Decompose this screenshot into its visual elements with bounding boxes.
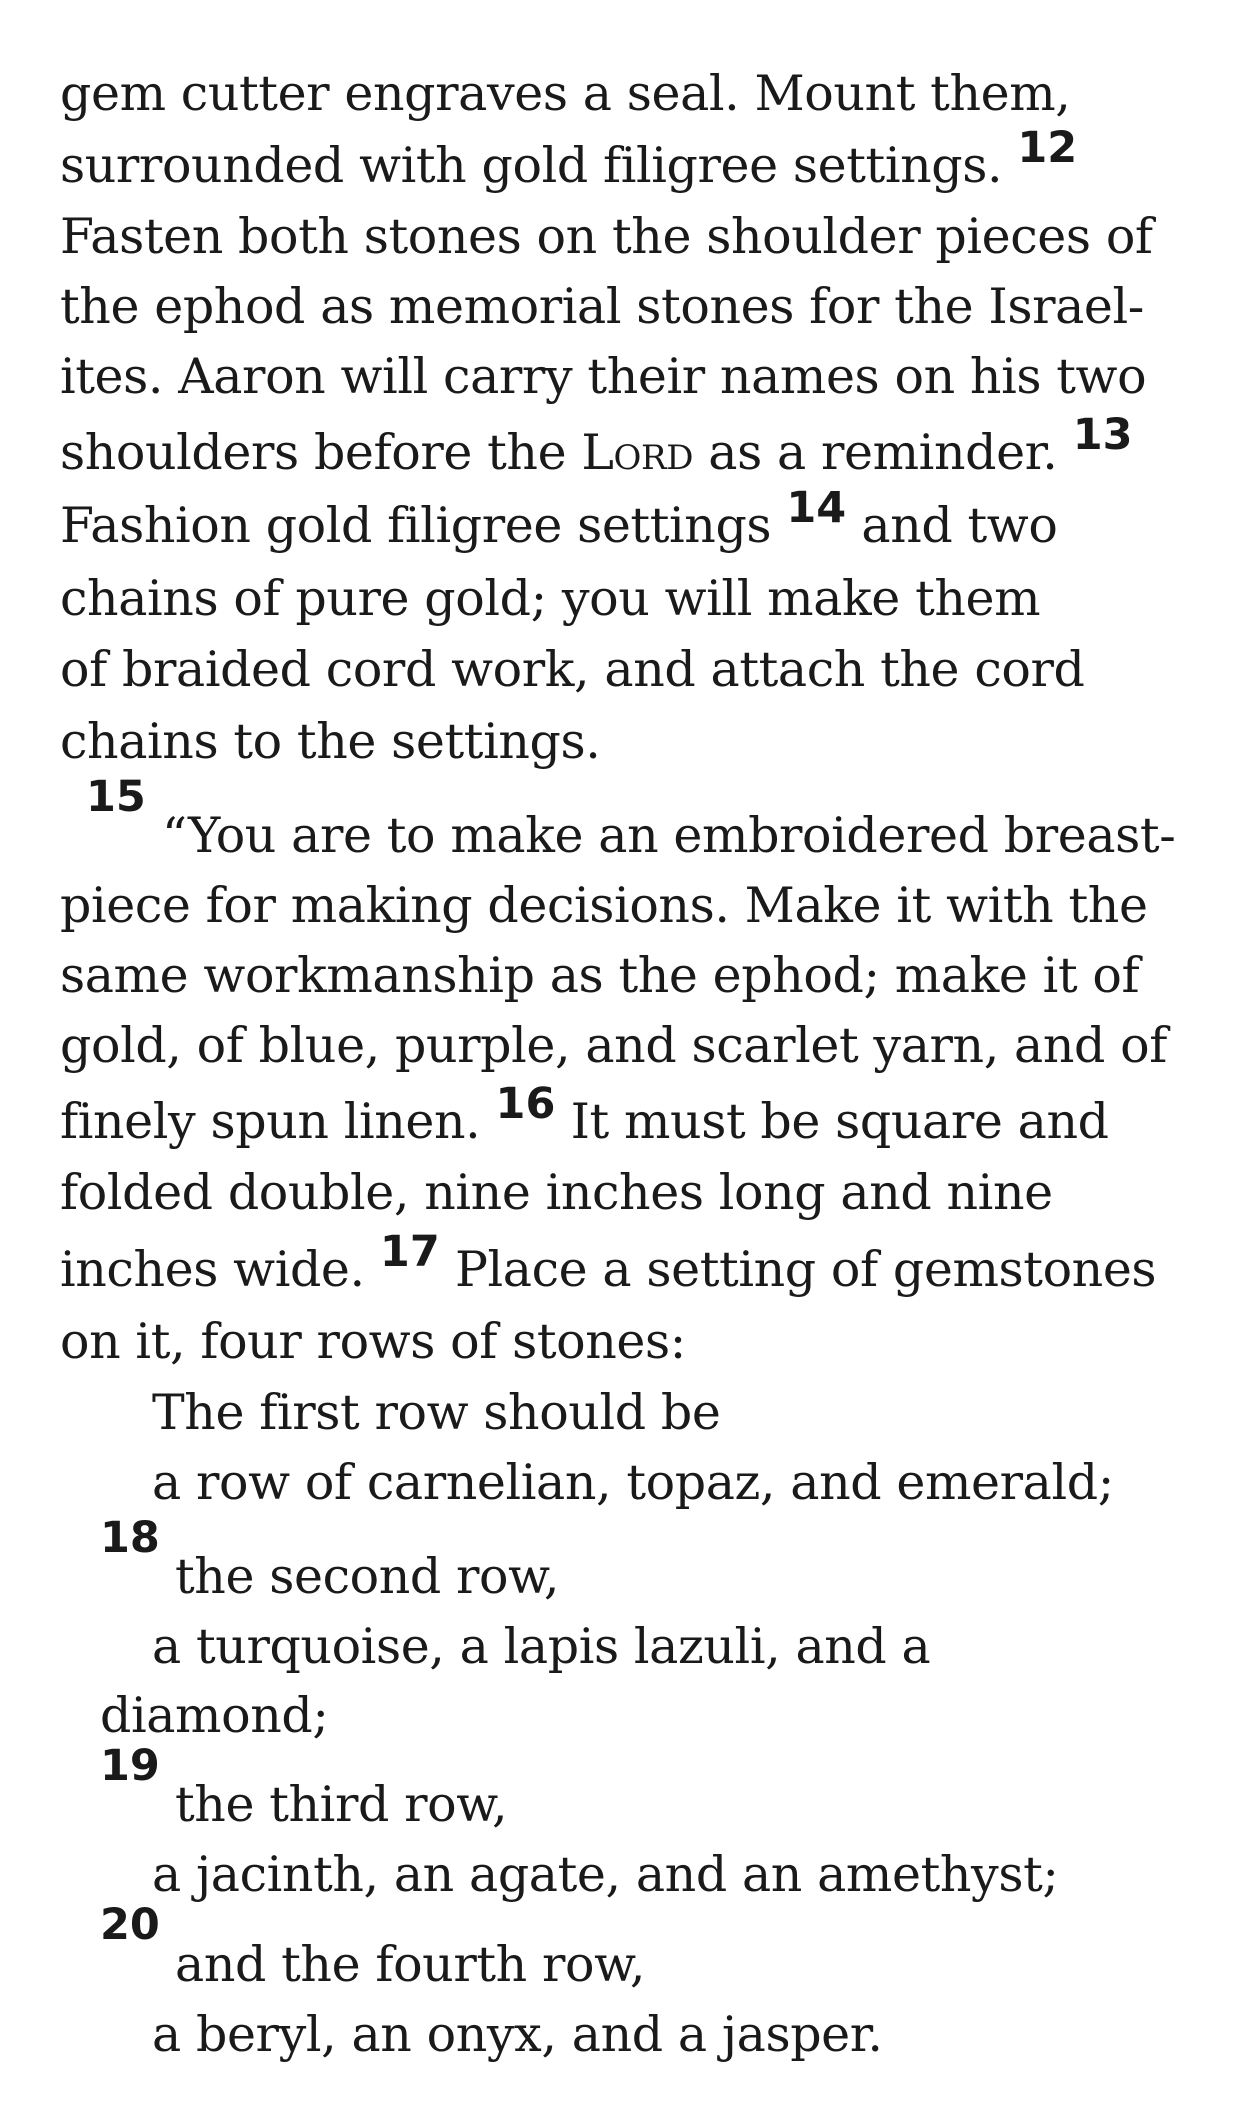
text-span: the ephod as memorial stones for the Israel- xyxy=(60,278,1144,335)
text-span: a beryl, an onyx, and a jasper. xyxy=(152,2006,883,2063)
verse-number: 20 xyxy=(100,1900,160,1950)
text-span: chains of pure gold; you will make them xyxy=(60,570,1041,627)
text-span: shoulders before the xyxy=(60,424,567,481)
verse-number: 17 xyxy=(379,1227,440,1277)
text-line xyxy=(60,483,1058,558)
text-span: and the fourth row, xyxy=(175,1936,646,1993)
poem-line xyxy=(100,1513,160,1588)
text-line xyxy=(60,207,1153,267)
text-line xyxy=(60,569,1040,629)
text-line xyxy=(86,772,146,847)
text-span: and two xyxy=(861,497,1058,554)
verse-number: 18 xyxy=(100,1513,160,1563)
text-span: ites. Aaron will carry their names on his two xyxy=(60,348,1147,405)
text-line xyxy=(60,640,1084,700)
text-line xyxy=(60,123,1078,198)
text-line xyxy=(60,1079,1109,1154)
text-span: a row of carnelian, topaz, and emerald; xyxy=(152,1454,1114,1511)
poem-line xyxy=(175,1775,507,1835)
text-span: folded double, nine inches long and nine xyxy=(60,1164,1053,1221)
poem-line xyxy=(175,1935,645,1995)
verse-number: 13 xyxy=(1072,410,1133,460)
text-span: piece for making decisions. Make it with the xyxy=(60,877,1148,934)
verse-number: 15 xyxy=(86,772,146,822)
text-span: “You are to make an embroidered breast- xyxy=(162,807,1176,864)
text-line xyxy=(60,712,600,772)
text-span: same workmanship as the ephod; make it of xyxy=(60,947,1140,1004)
poem-line xyxy=(175,1547,559,1607)
text-line xyxy=(60,1312,686,1372)
text-line xyxy=(60,1016,1167,1076)
text-span: surrounded with gold filigree settings. xyxy=(60,137,1003,194)
text-span: the second row, xyxy=(175,1548,560,1605)
text-line xyxy=(60,64,1070,124)
text-line xyxy=(60,946,1139,1006)
text-span: on it, four rows of stones: xyxy=(60,1313,686,1370)
verse-number: 12 xyxy=(1017,123,1078,173)
text-line xyxy=(60,410,1133,485)
text-line xyxy=(162,806,1175,866)
text-span: The first row should be xyxy=(152,1384,721,1441)
text-span: gem cutter engraves a seal. Mount them, xyxy=(60,65,1071,122)
text-span: inches wide. xyxy=(60,1241,365,1298)
poem-line xyxy=(100,1686,328,1746)
text-line xyxy=(60,1227,1157,1302)
text-span: gold, of blue, purple, and scarlet yarn, and of xyxy=(60,1017,1168,1074)
poem-line xyxy=(100,1741,160,1816)
text-span: It must be square and xyxy=(570,1093,1109,1150)
divine-name: Lord xyxy=(581,424,694,481)
poem-line xyxy=(152,1617,930,1677)
text-line xyxy=(60,277,1144,337)
text-span: of braided cord work, and attach the cord xyxy=(60,641,1085,698)
verse-number: 19 xyxy=(100,1741,160,1791)
text-span: the third row, xyxy=(175,1776,508,1833)
text-span: a jacinth, an agate, and an amethyst; xyxy=(152,1846,1059,1903)
text-span: chains to the settings. xyxy=(60,713,601,770)
text-line xyxy=(60,1163,1053,1223)
text-line xyxy=(60,876,1148,936)
text-span: Place a setting of gemstones xyxy=(454,1241,1157,1298)
poem-line xyxy=(100,1900,160,1975)
poem-line xyxy=(152,2005,883,2065)
text-span: Fasten both stones on the shoulder pieces of xyxy=(60,208,1153,265)
verse-number: 16 xyxy=(495,1079,556,1129)
poem-line xyxy=(152,1845,1058,1905)
text-span: Fashion gold filigree settings xyxy=(60,497,772,554)
poem-line xyxy=(152,1383,720,1443)
verse-number: 14 xyxy=(786,483,847,533)
text-span: a turquoise, a lapis lazuli, and a xyxy=(152,1618,931,1675)
text-line xyxy=(60,347,1146,407)
text-span: as a reminder. xyxy=(708,424,1058,481)
text-span: diamond; xyxy=(100,1687,329,1744)
poem-line xyxy=(152,1453,1114,1513)
text-span: finely spun linen. xyxy=(60,1093,481,1150)
